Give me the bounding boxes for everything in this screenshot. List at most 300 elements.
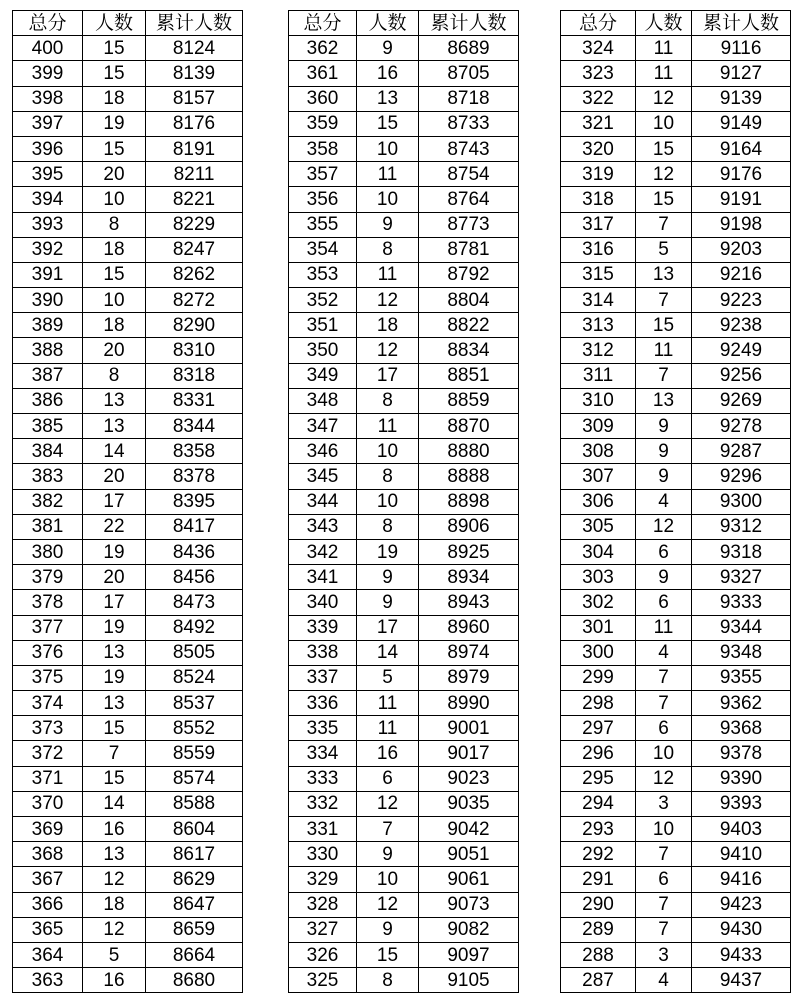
count-cell: 19	[357, 539, 419, 564]
cumulative-cell: 9410	[692, 842, 791, 867]
count-cell: 18	[83, 313, 146, 338]
column-header: 累计人数	[692, 11, 791, 36]
count-cell: 10	[357, 867, 419, 892]
score-cell: 377	[13, 615, 83, 640]
score-cell: 322	[561, 86, 636, 111]
score-cell: 291	[561, 867, 636, 892]
cumulative-cell: 8272	[146, 288, 243, 313]
score-cell: 315	[561, 262, 636, 287]
count-cell: 10	[83, 187, 146, 212]
table-row	[13, 640, 243, 665]
table-row	[561, 212, 791, 237]
table-row	[561, 111, 791, 136]
table-row	[13, 615, 243, 640]
header-row	[289, 11, 519, 36]
table-row	[289, 288, 519, 313]
count-cell: 7	[636, 842, 692, 867]
table-row	[13, 439, 243, 464]
count-cell: 14	[83, 791, 146, 816]
score-cell: 379	[13, 565, 83, 590]
count-cell: 4	[636, 968, 692, 993]
cumulative-cell: 9023	[419, 766, 519, 791]
cumulative-cell: 8310	[146, 338, 243, 363]
score-cell: 298	[561, 691, 636, 716]
score-cell: 324	[561, 36, 636, 61]
table-row	[13, 313, 243, 338]
cumulative-cell: 8524	[146, 665, 243, 690]
score-cell: 293	[561, 817, 636, 842]
cumulative-cell: 8960	[419, 615, 519, 640]
count-cell: 6	[357, 766, 419, 791]
table-row	[289, 615, 519, 640]
score-cell: 352	[289, 288, 357, 313]
score-cell: 287	[561, 968, 636, 993]
table-row	[13, 162, 243, 187]
count-cell: 10	[636, 111, 692, 136]
table-row	[13, 766, 243, 791]
table-row	[289, 237, 519, 262]
score-cell: 333	[289, 766, 357, 791]
cumulative-cell: 8705	[419, 61, 519, 86]
score-cell: 395	[13, 162, 83, 187]
cumulative-cell: 8934	[419, 565, 519, 590]
table-row	[561, 489, 791, 514]
cumulative-cell: 8925	[419, 539, 519, 564]
score-cell: 307	[561, 464, 636, 489]
cumulative-cell: 9437	[692, 968, 791, 993]
table-row	[13, 791, 243, 816]
column-header: 累计人数	[419, 11, 519, 36]
count-cell: 15	[636, 136, 692, 161]
cumulative-cell: 8176	[146, 111, 243, 136]
table-row	[289, 489, 519, 514]
count-cell: 9	[636, 439, 692, 464]
cumulative-cell: 8290	[146, 313, 243, 338]
score-cell: 370	[13, 791, 83, 816]
table-row	[561, 388, 791, 413]
table-row	[13, 565, 243, 590]
cumulative-cell: 9249	[692, 338, 791, 363]
score-cell: 374	[13, 691, 83, 716]
count-cell: 11	[357, 691, 419, 716]
score-cell: 343	[289, 514, 357, 539]
cumulative-cell: 9127	[692, 61, 791, 86]
count-cell: 7	[636, 917, 692, 942]
cumulative-cell: 8604	[146, 817, 243, 842]
table-row	[13, 414, 243, 439]
table-row	[289, 640, 519, 665]
table-row	[561, 288, 791, 313]
count-cell: 8	[83, 212, 146, 237]
count-cell: 8	[83, 363, 146, 388]
table-row	[561, 867, 791, 892]
table-row	[289, 867, 519, 892]
score-cell: 388	[13, 338, 83, 363]
score-cell: 387	[13, 363, 83, 388]
table-row	[13, 590, 243, 615]
score-cell: 292	[561, 842, 636, 867]
cumulative-cell: 9378	[692, 741, 791, 766]
cumulative-cell: 8898	[419, 489, 519, 514]
count-cell: 4	[636, 640, 692, 665]
table-row	[289, 842, 519, 867]
score-cell: 365	[13, 917, 83, 942]
cumulative-cell: 8318	[146, 363, 243, 388]
count-cell: 14	[357, 640, 419, 665]
count-cell: 4	[636, 489, 692, 514]
count-cell: 10	[357, 187, 419, 212]
cumulative-cell: 9139	[692, 86, 791, 111]
table-row	[13, 665, 243, 690]
count-cell: 12	[636, 766, 692, 791]
table-row	[561, 691, 791, 716]
table-row	[13, 464, 243, 489]
cumulative-cell: 9017	[419, 741, 519, 766]
table-row	[289, 791, 519, 816]
cumulative-cell: 9042	[419, 817, 519, 842]
count-cell: 18	[357, 313, 419, 338]
cumulative-cell: 8191	[146, 136, 243, 161]
count-cell: 19	[83, 539, 146, 564]
cumulative-cell: 8764	[419, 187, 519, 212]
count-cell: 15	[83, 766, 146, 791]
table-row	[561, 665, 791, 690]
count-cell: 12	[357, 338, 419, 363]
score-cell: 300	[561, 640, 636, 665]
cumulative-cell: 8822	[419, 313, 519, 338]
cumulative-cell: 9203	[692, 237, 791, 262]
table-row	[289, 212, 519, 237]
table-row	[13, 842, 243, 867]
cumulative-cell: 8221	[146, 187, 243, 212]
column-header: 总分	[13, 11, 83, 36]
score-cell: 332	[289, 791, 357, 816]
table-row	[289, 766, 519, 791]
count-cell: 13	[83, 640, 146, 665]
cumulative-cell: 8664	[146, 942, 243, 967]
count-cell: 20	[83, 162, 146, 187]
score-cell: 364	[13, 942, 83, 967]
table-row	[289, 187, 519, 212]
count-cell: 5	[357, 665, 419, 690]
table-row	[13, 691, 243, 716]
cumulative-cell: 9390	[692, 766, 791, 791]
cumulative-cell: 8859	[419, 388, 519, 413]
count-cell: 10	[357, 439, 419, 464]
table-row	[13, 338, 243, 363]
cumulative-cell: 9097	[419, 942, 519, 967]
score-cell: 319	[561, 162, 636, 187]
score-cell: 382	[13, 489, 83, 514]
score-cell: 392	[13, 237, 83, 262]
cumulative-cell: 9296	[692, 464, 791, 489]
table-row	[561, 514, 791, 539]
table-row	[561, 615, 791, 640]
cumulative-cell: 8974	[419, 640, 519, 665]
score-cell: 348	[289, 388, 357, 413]
count-cell: 10	[357, 489, 419, 514]
table-row	[13, 892, 243, 917]
table-row	[561, 565, 791, 590]
score-cell: 362	[289, 36, 357, 61]
table-row	[561, 791, 791, 816]
count-cell: 11	[636, 615, 692, 640]
count-cell: 7	[83, 741, 146, 766]
score-cell: 290	[561, 892, 636, 917]
score-cell: 396	[13, 136, 83, 161]
count-cell: 5	[83, 942, 146, 967]
score-cell: 296	[561, 741, 636, 766]
count-cell: 17	[83, 489, 146, 514]
count-cell: 9	[357, 842, 419, 867]
table-row	[289, 917, 519, 942]
table-row	[289, 388, 519, 413]
count-cell: 12	[636, 162, 692, 187]
count-cell: 10	[636, 741, 692, 766]
cumulative-cell: 8888	[419, 464, 519, 489]
cumulative-cell: 9300	[692, 489, 791, 514]
score-cell: 302	[561, 590, 636, 615]
cumulative-cell: 9403	[692, 817, 791, 842]
score-cell: 358	[289, 136, 357, 161]
table-row	[13, 716, 243, 741]
cumulative-cell: 9238	[692, 313, 791, 338]
table-row	[289, 665, 519, 690]
cumulative-cell: 8617	[146, 842, 243, 867]
cumulative-cell: 8990	[419, 691, 519, 716]
count-cell: 7	[357, 817, 419, 842]
cumulative-cell: 9035	[419, 791, 519, 816]
cumulative-cell: 9164	[692, 136, 791, 161]
count-cell: 15	[357, 111, 419, 136]
count-cell: 17	[357, 615, 419, 640]
table-row	[561, 968, 791, 993]
count-cell: 15	[83, 136, 146, 161]
score-cell: 347	[289, 414, 357, 439]
count-cell: 15	[357, 942, 419, 967]
table-row	[289, 86, 519, 111]
score-cell: 355	[289, 212, 357, 237]
count-cell: 17	[357, 363, 419, 388]
table-row	[289, 61, 519, 86]
count-cell: 6	[636, 590, 692, 615]
cumulative-cell: 8804	[419, 288, 519, 313]
table-row	[289, 338, 519, 363]
score-cell: 339	[289, 615, 357, 640]
cumulative-cell: 9287	[692, 439, 791, 464]
count-cell: 16	[357, 741, 419, 766]
count-cell: 8	[357, 237, 419, 262]
cumulative-cell: 9269	[692, 388, 791, 413]
count-cell: 13	[83, 414, 146, 439]
score-cell: 383	[13, 464, 83, 489]
count-cell: 12	[636, 86, 692, 111]
table-row	[13, 968, 243, 993]
count-cell: 12	[83, 917, 146, 942]
cumulative-cell: 8331	[146, 388, 243, 413]
table-row	[561, 539, 791, 564]
cumulative-cell: 8588	[146, 791, 243, 816]
table-row	[561, 36, 791, 61]
table-row	[561, 313, 791, 338]
score-cell: 363	[13, 968, 83, 993]
table-row	[13, 489, 243, 514]
table-row	[561, 942, 791, 967]
table-row	[289, 464, 519, 489]
cumulative-cell: 9198	[692, 212, 791, 237]
table-row	[289, 136, 519, 161]
score-cell: 356	[289, 187, 357, 212]
score-cell: 380	[13, 539, 83, 564]
cumulative-cell: 9001	[419, 716, 519, 741]
score-cell: 330	[289, 842, 357, 867]
score-cell: 394	[13, 187, 83, 212]
cumulative-cell: 8574	[146, 766, 243, 791]
cumulative-cell: 8378	[146, 464, 243, 489]
score-table-2	[288, 10, 519, 993]
count-cell: 12	[357, 791, 419, 816]
count-cell: 15	[636, 313, 692, 338]
count-cell: 10	[636, 817, 692, 842]
score-cell: 381	[13, 514, 83, 539]
score-cell: 308	[561, 439, 636, 464]
cumulative-cell: 8139	[146, 61, 243, 86]
count-cell: 14	[83, 439, 146, 464]
score-cell: 328	[289, 892, 357, 917]
table-row	[289, 565, 519, 590]
table-row	[13, 817, 243, 842]
score-cell: 301	[561, 615, 636, 640]
score-cell: 327	[289, 917, 357, 942]
cumulative-cell: 9256	[692, 363, 791, 388]
score-cell: 344	[289, 489, 357, 514]
score-cell: 376	[13, 640, 83, 665]
table-row	[289, 514, 519, 539]
cumulative-cell: 9061	[419, 867, 519, 892]
table-row	[561, 237, 791, 262]
table-row	[289, 716, 519, 741]
cumulative-cell: 9368	[692, 716, 791, 741]
count-cell: 18	[83, 892, 146, 917]
table-row	[289, 414, 519, 439]
count-cell: 11	[357, 716, 419, 741]
table-row	[289, 111, 519, 136]
cumulative-cell: 8943	[419, 590, 519, 615]
cumulative-cell: 9082	[419, 917, 519, 942]
table-row	[289, 539, 519, 564]
column-header: 人数	[636, 11, 692, 36]
count-cell: 7	[636, 691, 692, 716]
count-cell: 15	[636, 187, 692, 212]
table-row	[289, 691, 519, 716]
table-row	[289, 892, 519, 917]
column-header: 人数	[357, 11, 419, 36]
cumulative-cell: 8792	[419, 262, 519, 287]
score-table-3	[560, 10, 791, 993]
count-cell: 13	[83, 691, 146, 716]
score-cell: 311	[561, 363, 636, 388]
table-row	[561, 86, 791, 111]
count-cell: 8	[357, 388, 419, 413]
count-cell: 12	[636, 514, 692, 539]
table-row	[13, 539, 243, 564]
count-cell: 11	[636, 338, 692, 363]
score-cell: 391	[13, 262, 83, 287]
score-cell: 331	[289, 817, 357, 842]
table-row	[561, 262, 791, 287]
score-cell: 367	[13, 867, 83, 892]
score-cell: 329	[289, 867, 357, 892]
score-cell: 289	[561, 917, 636, 942]
count-cell: 9	[357, 917, 419, 942]
table-row	[13, 262, 243, 287]
cumulative-cell: 8492	[146, 615, 243, 640]
score-cell: 398	[13, 86, 83, 111]
count-cell: 15	[83, 61, 146, 86]
score-cell: 303	[561, 565, 636, 590]
count-cell: 15	[83, 716, 146, 741]
count-cell: 7	[636, 212, 692, 237]
table-row	[289, 817, 519, 842]
score-cell: 400	[13, 36, 83, 61]
score-cell: 335	[289, 716, 357, 741]
cumulative-cell: 9344	[692, 615, 791, 640]
score-cell: 373	[13, 716, 83, 741]
score-cell: 346	[289, 439, 357, 464]
count-cell: 15	[83, 36, 146, 61]
cumulative-cell: 8229	[146, 212, 243, 237]
table-row	[13, 36, 243, 61]
score-cell: 371	[13, 766, 83, 791]
count-cell: 12	[357, 288, 419, 313]
score-cell: 399	[13, 61, 83, 86]
table-row	[561, 640, 791, 665]
count-cell: 12	[357, 892, 419, 917]
table-row	[289, 162, 519, 187]
cumulative-cell: 8456	[146, 565, 243, 590]
score-cell: 304	[561, 539, 636, 564]
cumulative-cell: 9433	[692, 942, 791, 967]
cumulative-cell: 8906	[419, 514, 519, 539]
score-cell: 325	[289, 968, 357, 993]
score-cell: 389	[13, 313, 83, 338]
table-row	[13, 942, 243, 967]
cumulative-cell: 8870	[419, 414, 519, 439]
cumulative-cell: 9318	[692, 539, 791, 564]
cumulative-cell: 8537	[146, 691, 243, 716]
score-cell: 393	[13, 212, 83, 237]
score-cell: 297	[561, 716, 636, 741]
cumulative-cell: 8473	[146, 590, 243, 615]
count-cell: 19	[83, 615, 146, 640]
score-cell: 378	[13, 590, 83, 615]
score-cell: 321	[561, 111, 636, 136]
score-cell: 336	[289, 691, 357, 716]
score-cell: 309	[561, 414, 636, 439]
score-cell: 317	[561, 212, 636, 237]
table-row	[13, 61, 243, 86]
count-cell: 7	[636, 363, 692, 388]
score-cell: 375	[13, 665, 83, 690]
table-row	[13, 867, 243, 892]
score-cell: 318	[561, 187, 636, 212]
table-row	[289, 262, 519, 287]
score-cell: 390	[13, 288, 83, 313]
score-cell: 384	[13, 439, 83, 464]
cumulative-cell: 9073	[419, 892, 519, 917]
table-row	[13, 237, 243, 262]
score-cell: 295	[561, 766, 636, 791]
